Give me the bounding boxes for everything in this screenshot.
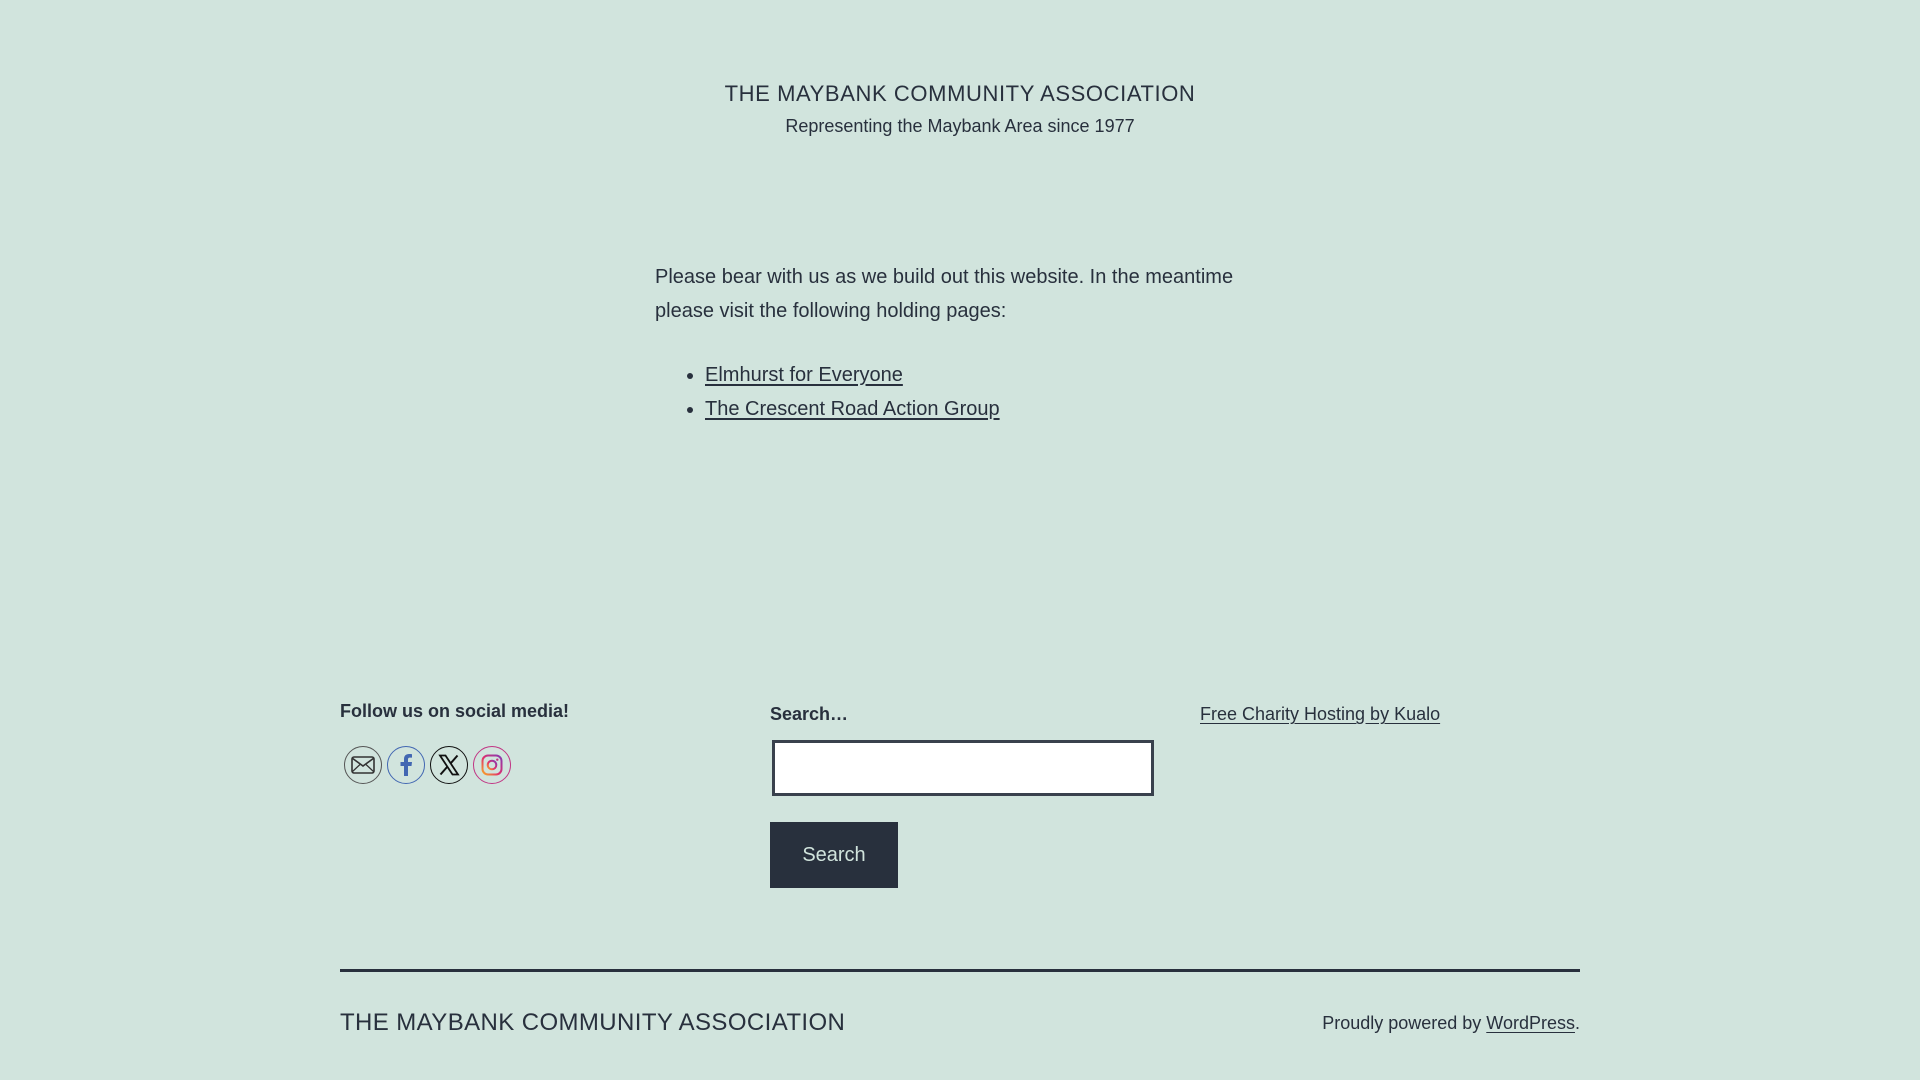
powered-suffix: . xyxy=(1574,1013,1580,1033)
kualo-hosting-link[interactable]: Free Charity Hosting by Kualo xyxy=(1200,704,1441,724)
list-item xyxy=(705,392,1275,426)
site-footer xyxy=(340,1008,1580,1038)
wordpress-link[interactable]: WordPress xyxy=(1486,1013,1575,1033)
hosting-widget xyxy=(1200,700,1580,726)
holding-pages-list xyxy=(655,358,1275,426)
crescent-road-link[interactable]: The Crescent Road Action Group xyxy=(705,398,1000,420)
search-input[interactable] xyxy=(772,740,1154,796)
elmhurst-link[interactable]: Elmhurst for Everyone xyxy=(705,364,903,386)
powered-prefix: Proudly powered by xyxy=(1322,1013,1487,1033)
intro-paragraph: Please bear with us as we build out this website. In the meantime please visit the following holding pages: xyxy=(655,266,1234,322)
instagram-icon[interactable] xyxy=(473,746,511,784)
social-heading: Follow us on social media! xyxy=(340,701,570,721)
list-item xyxy=(705,358,1275,392)
site-title[interactable]: THE MAYBANK COMMUNITY ASSOCIATION xyxy=(724,81,1196,106)
footer-divider xyxy=(340,969,1580,972)
search-button[interactable]: Search xyxy=(770,822,898,888)
powered-by xyxy=(1322,1010,1580,1036)
x-twitter-icon[interactable] xyxy=(430,746,468,784)
social-widget xyxy=(340,700,740,784)
search-label: Search… xyxy=(770,704,849,724)
main-content xyxy=(655,260,1275,426)
email-icon[interactable] xyxy=(344,746,382,784)
facebook-icon[interactable] xyxy=(387,746,425,784)
social-icons xyxy=(344,746,740,784)
search-widget xyxy=(770,700,1170,888)
footer-site-title[interactable]: THE MAYBANK COMMUNITY ASSOCIATION xyxy=(340,1009,846,1036)
site-header xyxy=(0,78,1920,138)
site-tagline: Representing the Maybank Area since 1977 xyxy=(785,116,1135,136)
